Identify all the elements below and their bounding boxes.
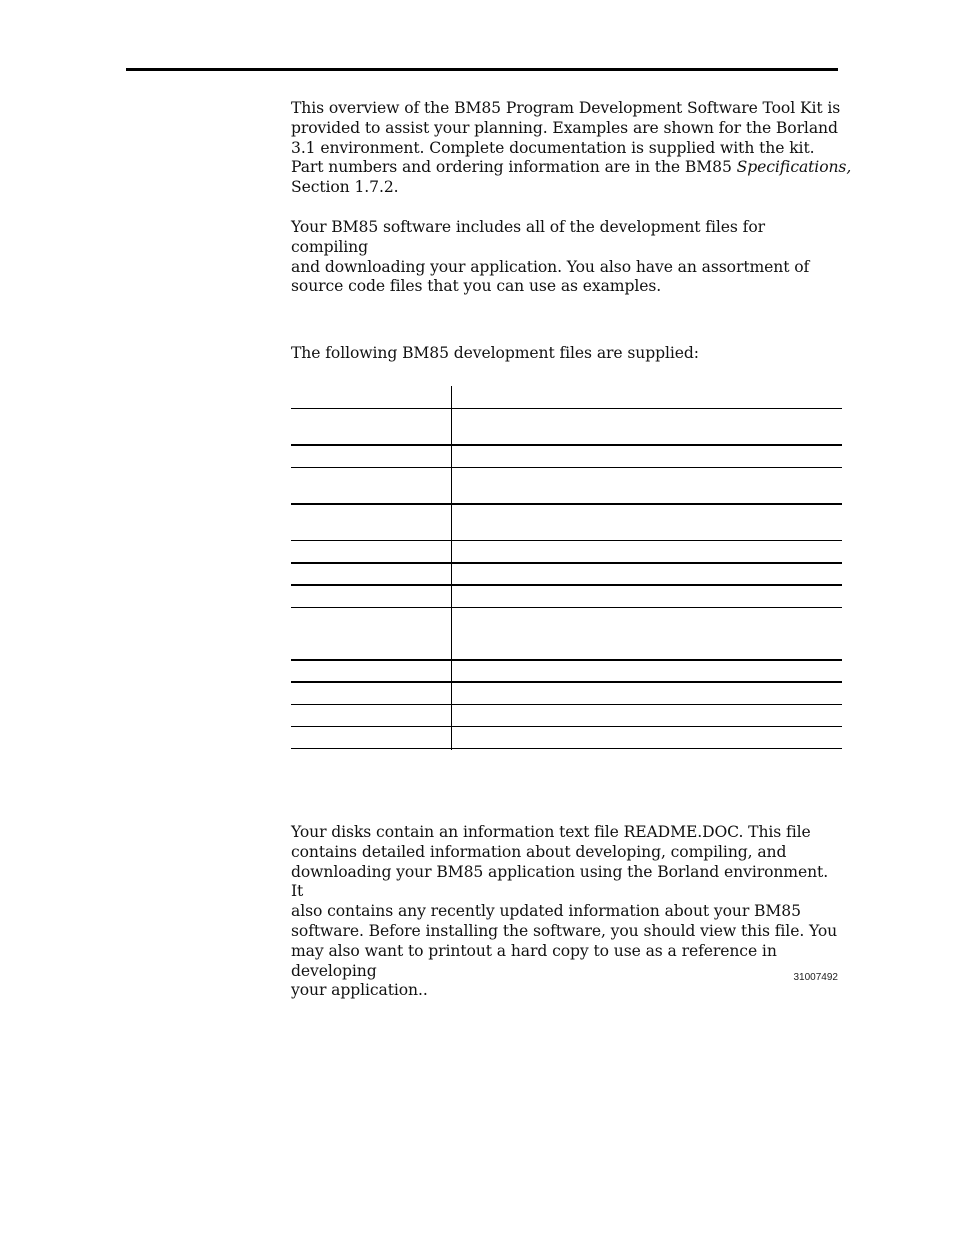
table-row-line bbox=[291, 467, 842, 468]
readme-line: may also want to printout a hard copy to use as a reference in developing bbox=[291, 941, 777, 980]
overview-line: This overview of the BM85 Program Development Software Tool Kit is bbox=[291, 99, 841, 117]
overview-line: Section 1.7.2. bbox=[291, 178, 399, 197]
table-row-line bbox=[291, 408, 842, 409]
software-line: and downloading your application. You also have an assortment of bbox=[291, 257, 810, 276]
top-rule bbox=[126, 68, 838, 71]
table-row-line bbox=[291, 540, 842, 541]
figure-id: 31007492 bbox=[793, 972, 838, 983]
table-row-line bbox=[291, 659, 842, 661]
software-paragraph bbox=[291, 218, 843, 297]
table-row-line bbox=[291, 726, 842, 727]
readme-line: contains detailed information about developing, compiling, and bbox=[291, 842, 787, 861]
specifications-title: Specifications, bbox=[736, 158, 852, 177]
readme-line: software. Before installing the software, you should view this file. You bbox=[291, 921, 838, 940]
software-line: source code files that you can use as examples. bbox=[291, 277, 662, 296]
files-intro: The following BM85 development files are supplied: bbox=[291, 344, 699, 362]
readme-line: your application.. bbox=[291, 981, 428, 1000]
software-line: Your BM85 software includes all of the development files for compiling bbox=[291, 218, 765, 256]
files-table bbox=[291, 386, 842, 750]
readme-line: also contains any recently updated information about your BM85 bbox=[291, 902, 801, 921]
readme-line: Your disks contain an information text file README.DOC. This file bbox=[291, 823, 811, 841]
overview-line: provided to assist your planning. Examples are shown for the Borland bbox=[291, 118, 838, 137]
table-row-line bbox=[291, 444, 842, 446]
overview-line: 3.1 environment. Complete documentation is supplied with the kit. bbox=[291, 138, 815, 157]
overview-line: Part numbers and ordering information are in the BM85 bbox=[291, 158, 737, 177]
overview-paragraph bbox=[291, 99, 852, 198]
table-row-line bbox=[291, 704, 842, 705]
table-row-line bbox=[291, 562, 842, 564]
table-row-line bbox=[291, 503, 842, 505]
table-row-line bbox=[291, 681, 842, 683]
table-column-divider bbox=[451, 386, 452, 750]
table-row-line bbox=[291, 607, 842, 608]
table-row-line bbox=[291, 584, 842, 586]
table-row-line bbox=[291, 748, 842, 749]
readme-line: downloading your BM85 application using the Borland environment. It bbox=[291, 862, 829, 901]
